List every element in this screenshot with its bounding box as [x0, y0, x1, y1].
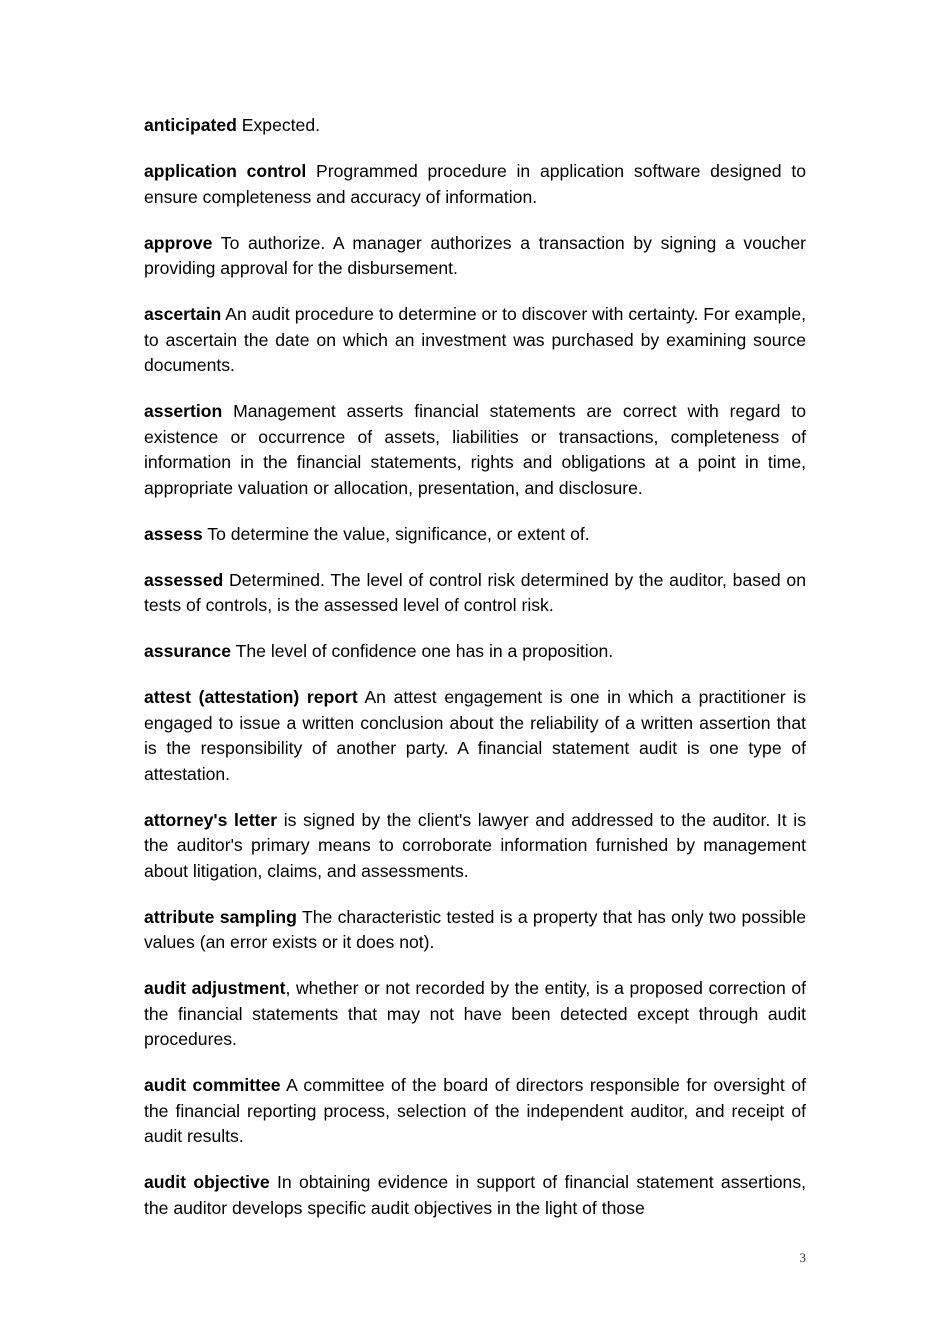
glossary-definition: A committee of the board of directors responsible for oversight of the financial reporting process, selection of the independent auditor, and receipt of audit results. [144, 1075, 806, 1146]
glossary-definition: In obtaining evidence in support of financial statement assertions, the auditor develops specific audit objectives in the light of those [144, 1172, 806, 1218]
glossary-term: approve [144, 232, 213, 253]
page-number: 3 [799, 1250, 806, 1265]
glossary-term: application control [144, 161, 307, 181]
glossary-list [144, 113, 806, 1242]
glossary-term: assurance [144, 641, 232, 661]
glossary-term: assess [144, 523, 203, 544]
glossary-entry [144, 399, 806, 501]
glossary-definition: To determine the value, significance, or extent of. [202, 523, 590, 544]
glossary-term: ascertain [144, 304, 222, 324]
glossary-definition: is signed by the client's lawyer and addressed to the auditor. It is the auditor's primary means to corroborate information furnished by management about litigation, claims, and assessments. [144, 809, 807, 881]
glossary-entry [144, 905, 806, 956]
glossary-entry [144, 159, 806, 210]
glossary-entry [144, 976, 806, 1053]
glossary-entry [144, 568, 806, 619]
glossary-term: attribute sampling [144, 906, 297, 927]
glossary-definition: To authorize. A manager authorizes a transaction by signing a voucher providing approval for the disbursement. [144, 232, 806, 278]
glossary-definition: Expected. [236, 115, 321, 135]
glossary-entry [144, 113, 806, 139]
glossary-definition: , whether or not recorded by the entity, is a proposed correction of the financial statements that may not have been detected except through audit procedures. [144, 978, 806, 1049]
glossary-definition: An attest engagement is one in which a practitioner is engaged to issue a written conclusion about the reliability of a written assertion that is the responsibility of another party. A financial statement audit is one type of attestation. [144, 687, 807, 784]
glossary-term: assertion [144, 401, 223, 421]
glossary-definition: The characteristic tested is a property that has only two possible values (an error exists or it does not). [144, 906, 806, 952]
glossary-term: audit adjustment [144, 978, 286, 998]
glossary-definition: Programmed procedure in application software designed to ensure completeness and accuracy of information. [144, 161, 806, 207]
glossary-definition: Management asserts financial statements are correct with regard to existence or occurrence of assets, liabilities or transactions, completeness of information in the financial statements, rights and obligations at a point in time, appropriate valuation or allocation, presentation, and disclosure. [144, 401, 806, 498]
glossary-entry [144, 808, 806, 885]
glossary-term: anticipated [144, 115, 237, 135]
glossary-entry [144, 302, 806, 379]
glossary-definition: Determined. The level of control risk determined by the auditor, based on tests of controls, is the assessed level of control risk. [144, 569, 806, 615]
glossary-entry [144, 1170, 806, 1221]
glossary-entry [144, 522, 806, 548]
glossary-definition: An audit procedure to determine or to discover with certainty. For example, to ascertain the date on which an investment was purchased by examining source documents. [144, 304, 806, 375]
glossary-term: audit objective [144, 1172, 270, 1192]
glossary-term: attorney's letter [144, 809, 278, 830]
glossary-entry [144, 685, 806, 787]
glossary-entry [144, 231, 806, 282]
glossary-entry [144, 1073, 806, 1150]
glossary-definition: The level of confidence one has in a proposition. [231, 641, 614, 661]
glossary-term: attest (attestation) report [144, 687, 358, 707]
glossary-entry [144, 639, 806, 665]
glossary-term: assessed [144, 569, 224, 590]
glossary-term: audit committee [144, 1075, 281, 1095]
